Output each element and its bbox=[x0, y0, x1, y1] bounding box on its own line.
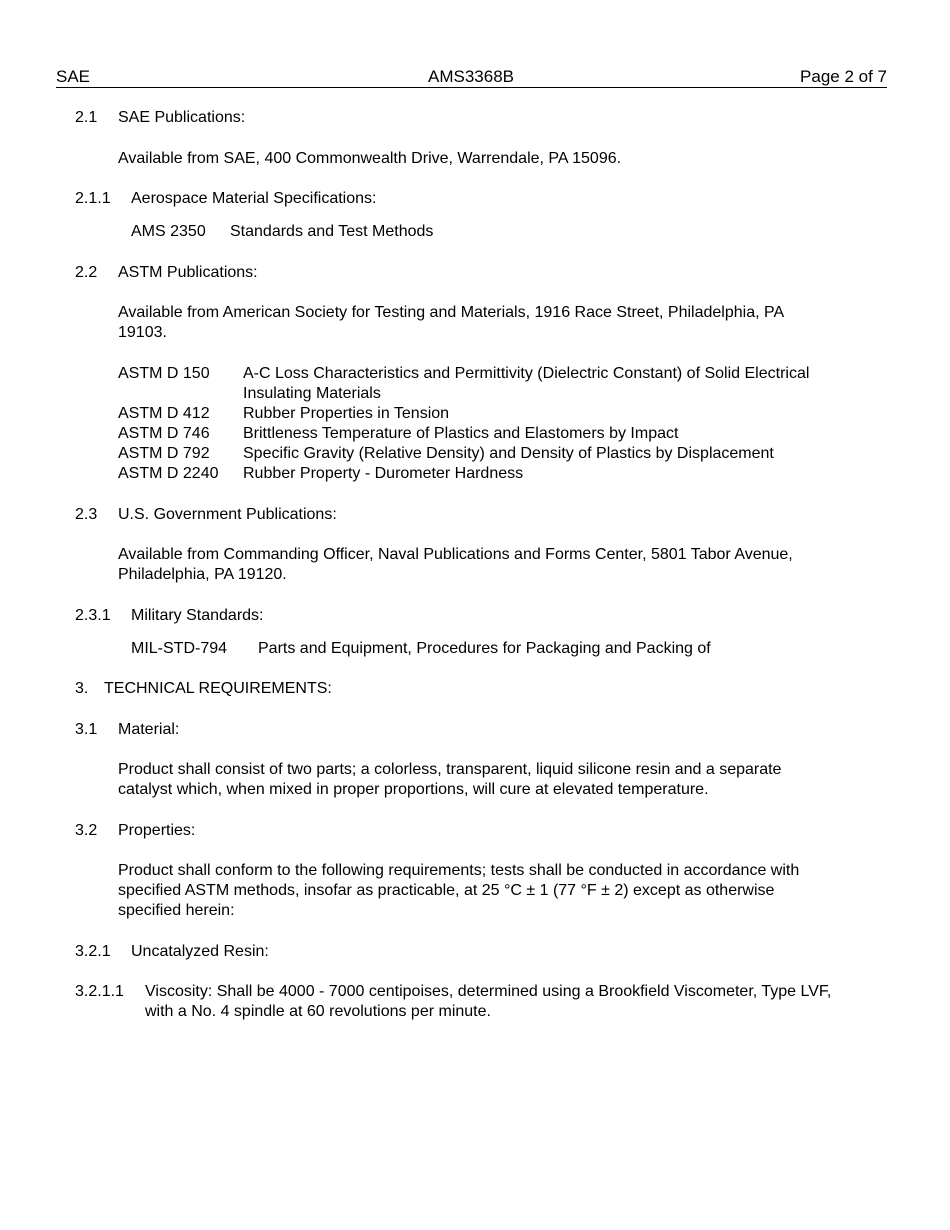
reference-code: ASTM D 412 bbox=[118, 405, 210, 422]
reference-title: Rubber Properties in Tension bbox=[243, 405, 450, 422]
paragraph-text: Available from American Society for Testing and Materials, 1916 Race Street, Philadelphia, PA bbox=[118, 304, 785, 321]
section-number: 3.1 bbox=[75, 721, 98, 738]
section-number: 3.2.1.1 bbox=[75, 983, 124, 1000]
reference-title: Parts and Equipment, Procedures for Packaging and Packing of bbox=[258, 640, 711, 657]
section-title: SAE Publications: bbox=[118, 109, 246, 126]
section-title: Properties: bbox=[118, 822, 196, 839]
reference-code: MIL-STD-794 bbox=[131, 640, 228, 657]
reference-title: Brittleness Temperature of Plastics and Elastomers by Impact bbox=[243, 425, 679, 442]
page-header bbox=[56, 67, 887, 88]
section-number: 2.1 bbox=[75, 109, 98, 126]
paragraph-text: 19103. bbox=[118, 324, 167, 341]
header-doc-number: AMS3368B bbox=[428, 67, 514, 86]
reference-code: ASTM D 150 bbox=[118, 365, 210, 382]
reference-title: Rubber Property - Durometer Hardness bbox=[243, 465, 524, 482]
section-number: 3. bbox=[75, 680, 89, 697]
section-number: 2.3 bbox=[75, 506, 98, 523]
paragraph-text: Product shall conform to the following requirements; tests shall be conducted in accordance with bbox=[118, 862, 800, 879]
section-number: 2.3.1 bbox=[75, 607, 111, 624]
reference-title: Specific Gravity (Relative Density) and Density of Plastics by Displacement bbox=[243, 445, 774, 462]
reference-title: Standards and Test Methods bbox=[230, 223, 434, 240]
paragraph-text: specified herein: bbox=[118, 902, 235, 919]
section-title: Military Standards: bbox=[131, 607, 264, 624]
section-title: TECHNICAL REQUIREMENTS: bbox=[104, 680, 332, 697]
paragraph-text: with a No. 4 spindle at 60 revolutions per minute. bbox=[145, 1003, 491, 1020]
paragraph-text: specified ASTM methods, insofar as practicable, at 25 °C ± 1 (77 °F ± 2) except as otherwise bbox=[118, 882, 775, 899]
section-title: Uncatalyzed Resin: bbox=[131, 943, 269, 960]
reference-code: ASTM D 746 bbox=[118, 425, 210, 442]
reference-title: A-C Loss Characteristics and Permittivity (Dielectric Constant) of Solid Electrical bbox=[243, 365, 810, 382]
section-number: 3.2 bbox=[75, 822, 98, 839]
section-title: ASTM Publications: bbox=[118, 264, 258, 281]
paragraph-text: Available from Commanding Officer, Naval Publications and Forms Center, 5801 Tabor Avenue, bbox=[118, 546, 793, 563]
header-page-number: Page 2 of 7 bbox=[800, 67, 887, 86]
header-org: SAE bbox=[56, 67, 91, 86]
reference-code: ASTM D 2240 bbox=[118, 465, 219, 482]
section-number: 2.1.1 bbox=[75, 190, 111, 207]
paragraph-text: Product shall consist of two parts; a colorless, transparent, liquid silicone resin and a separate bbox=[118, 761, 782, 778]
reference-code: AMS 2350 bbox=[131, 223, 206, 240]
reference-title: Insulating Materials bbox=[243, 385, 381, 402]
section-number: 3.2.1 bbox=[75, 943, 111, 960]
section-number: 2.2 bbox=[75, 264, 98, 281]
reference-code: ASTM D 792 bbox=[118, 445, 210, 462]
section-title: Material: bbox=[118, 721, 180, 738]
paragraph-text: Viscosity: Shall be 4000 - 7000 centipoises, determined using a Brookfield Viscometer, Type LVF, bbox=[145, 983, 832, 1000]
paragraph-text: Available from SAE, 400 Commonwealth Drive, Warrendale, PA 15096. bbox=[118, 150, 622, 167]
paragraph-text: catalyst which, when mixed in proper proportions, will cure at elevated temperature. bbox=[118, 781, 709, 798]
paragraph-text: Philadelphia, PA 19120. bbox=[118, 566, 287, 583]
section-title: U.S. Government Publications: bbox=[118, 506, 337, 523]
section-title: Aerospace Material Specifications: bbox=[131, 190, 377, 207]
